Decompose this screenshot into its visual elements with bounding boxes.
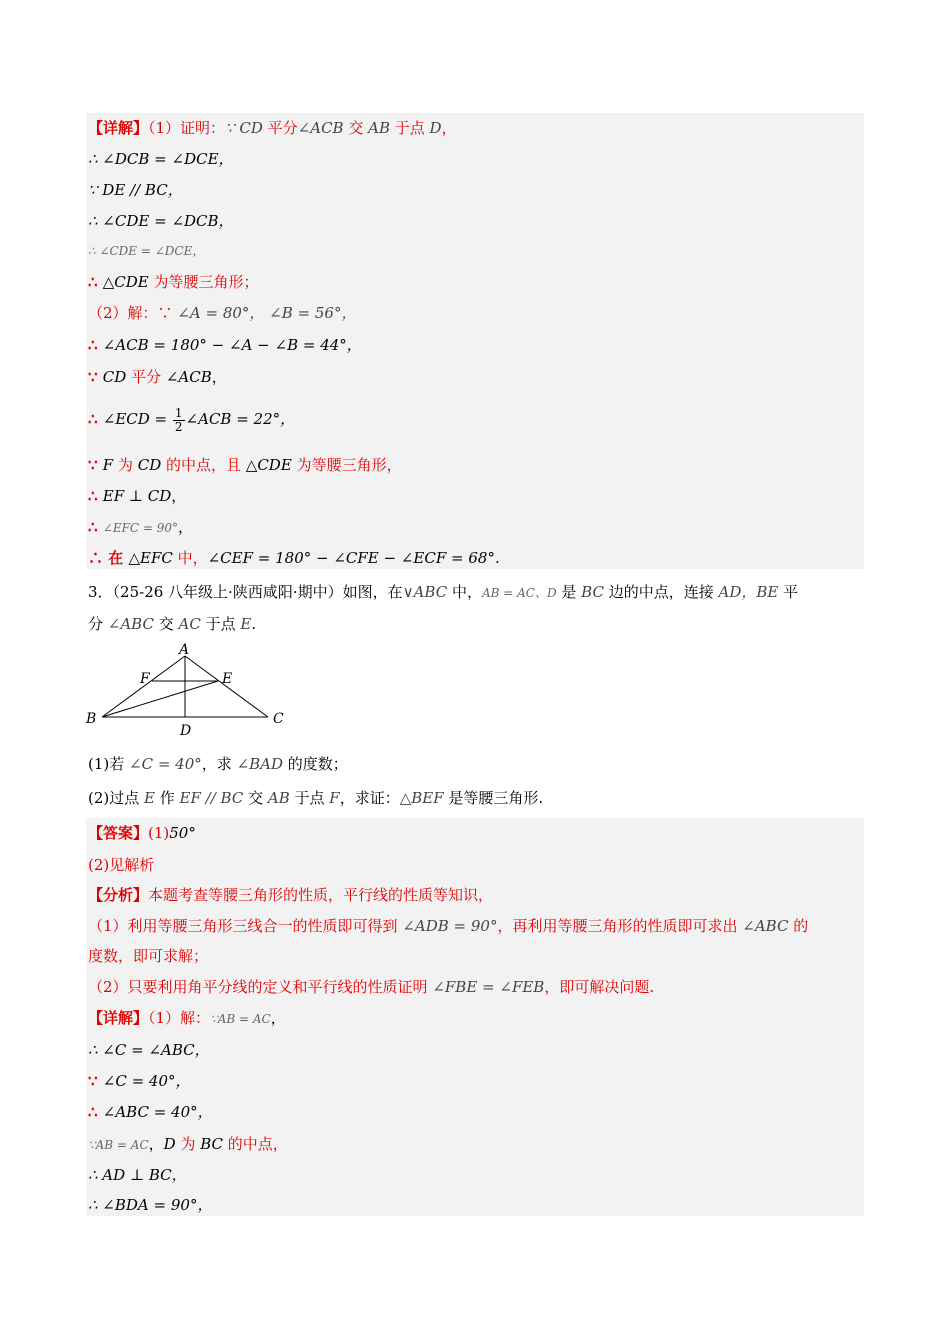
analysis-line-2: （1）利用等腰三角形三线合一的性质即可得到 ∠ADB = 90°，再利用等腰三角形的性质即可求出 ∠ABC 的 xyxy=(88,917,809,935)
solution1-line-6: ∴ △CDE 为等腰三角形； xyxy=(88,273,259,291)
label-B: B xyxy=(86,711,97,727)
solution1-line-14: ∴ 在 △EFC 中，∠CEF = 180° − ∠CFE − ∠ECF = 68°. xyxy=(88,549,500,567)
problem3-line-2: 分 ∠ABC 交 AC 于点 E. xyxy=(88,615,257,633)
solution1-line-1: 【详解】（1）证明：∵ CD 平分∠ACB 交 AB 于点 D， xyxy=(88,119,457,137)
label-C: C xyxy=(273,711,284,727)
solution1-line-8: ∴ ∠ACB = 180° − ∠A − ∠B = 44°， xyxy=(88,336,362,354)
detail-line-7: ∴ ∠BDA = 90°， xyxy=(88,1196,213,1214)
analysis-line-1: 【分析】本题考查等腰三角形的性质，平行线的性质等知识， xyxy=(88,886,494,904)
answer-line-1: 【答案】(1)50° xyxy=(88,824,196,842)
solution1-line-4: ∴ ∠CDE = ∠DCB， xyxy=(88,212,234,230)
segment-BE xyxy=(102,681,218,717)
label-E: E xyxy=(222,671,233,687)
problem3-line-1: 3．（25-26 八年级上·陕西咸阳·期中）如图，在∨ABC 中，AB = AC、D 是 BC 边的中点，连接 AD，BE 平 xyxy=(88,583,799,601)
label-D: D xyxy=(180,723,192,739)
solution1-line-2: ∴ ∠DCB = ∠DCE， xyxy=(88,150,234,168)
solution1-line-9: ∵ CD 平分 ∠ACB， xyxy=(88,368,227,386)
label-F: F xyxy=(140,671,150,687)
detail-line-2: ∴ ∠C = ∠ABC， xyxy=(88,1041,210,1059)
detail-line-3: ∵ ∠C = 40°， xyxy=(88,1072,191,1090)
analysis-line-4: （2）只要利用角平分线的定义和平行线的性质证明 ∠FBE = ∠FEB，即可解决问题. xyxy=(88,978,655,996)
detail-line-1: 【详解】（1）解：∵AB = AC， xyxy=(88,1009,286,1027)
solution1-line-13: ∴ ∠EFC = 90°， xyxy=(88,518,194,536)
solution1-line-3: ∵ DE // BC， xyxy=(88,181,183,199)
solution1-line-12: ∴ EF ⊥ CD， xyxy=(88,487,187,505)
question-2: (2)过点 E 作 EF // BC 交 AB 于点 F，求证：△BEF 是等腰三角形. xyxy=(88,789,544,807)
fraction-one-half: $\frac{1}{2}$ xyxy=(174,405,183,434)
answer-line-2: (2)见解析 xyxy=(88,856,155,874)
solution1-line-7: （2）解：∵ ∠A = 80°， ∠B = 56°， xyxy=(88,304,357,322)
solution1-line-11: ∵ F 为 CD 的中点，且 △CDE 为等腰三角形， xyxy=(88,456,402,474)
triangle-figure xyxy=(80,640,300,740)
analysis-line-3: 度数，即可求解； xyxy=(88,947,209,965)
solution1-line-10: ∴ ∠ECD = $\frac{1}{2}$ ∠ACB = 22°， xyxy=(88,405,296,434)
label-A: A xyxy=(179,642,190,658)
question-1: (1)若 ∠C = 40°，求 ∠BAD 的度数； xyxy=(88,755,348,773)
detail-line-4: ∴ ∠ABC = 40°， xyxy=(88,1103,213,1121)
solution1-line-5: ∴ ∠CDE = ∠DCE， xyxy=(88,244,205,258)
detail-line-5: ∵AB = AC，D 为 BC 的中点， xyxy=(88,1135,288,1153)
detail-line-6: ∴ AD ⊥ BC， xyxy=(88,1166,187,1184)
